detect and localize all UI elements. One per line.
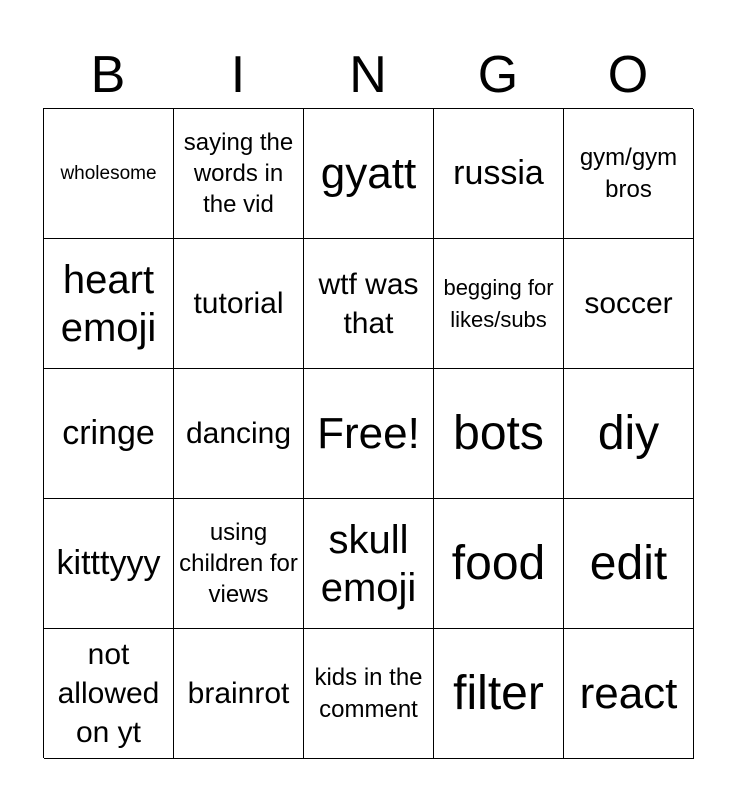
bingo-cell[interactable] [44, 109, 174, 239]
bingo-cell[interactable] [304, 109, 434, 239]
bingo-cell[interactable] [434, 239, 564, 369]
bingo-cell[interactable] [304, 499, 434, 629]
cell-text: begging for likes/subs [443, 274, 554, 332]
bingo-cell[interactable] [564, 499, 694, 629]
cell-text: wtf was that [318, 267, 419, 340]
bingo-board [43, 108, 693, 758]
header-letter-g: G [477, 46, 519, 104]
bingo-cell[interactable] [434, 109, 564, 239]
cell-text: kids in the comment [314, 664, 423, 723]
cell-text: cringe [62, 413, 155, 452]
cell-text: saying the words in the vid [183, 128, 294, 219]
bingo-cell[interactable] [434, 499, 564, 629]
bingo-cell[interactable] [564, 109, 694, 239]
cell-text: using children for views [179, 518, 298, 609]
bingo-header [43, 40, 693, 108]
cell-text: gym/gym bros [579, 144, 678, 203]
bingo-cell[interactable] [44, 239, 174, 369]
bingo-cell[interactable] [564, 239, 694, 369]
header-letter-n: N [349, 46, 387, 104]
bingo-cell[interactable] [434, 629, 564, 759]
cell-text: gyatt [320, 149, 417, 198]
cell-text: not allowed on yt [57, 638, 160, 749]
cell-text: kitttyyy [56, 543, 161, 582]
header-letter-i: I [230, 46, 246, 104]
cell-text: soccer [584, 287, 673, 320]
bingo-cell[interactable] [434, 369, 564, 499]
header-letter-b: B [90, 46, 126, 104]
bingo-cell[interactable] [174, 239, 304, 369]
bingo-cell[interactable] [44, 499, 174, 629]
bingo-cell[interactable] [44, 369, 174, 499]
cell-text: food [451, 536, 546, 590]
cell-text: filter [453, 666, 544, 720]
bingo-cell[interactable] [174, 369, 304, 499]
cell-text: heart emoji [60, 257, 157, 350]
cell-text: react [579, 669, 678, 718]
cell-text: tutorial [193, 287, 284, 320]
bingo-cell[interactable] [174, 499, 304, 629]
bingo-cell[interactable] [174, 109, 304, 239]
bingo-cell[interactable] [44, 629, 174, 759]
bingo-cell[interactable] [564, 629, 694, 759]
cell-text: russia [453, 153, 544, 192]
bingo-cell[interactable] [304, 629, 434, 759]
free-space-text: Free! [317, 409, 420, 458]
cell-text: skull emoji [320, 517, 417, 610]
cell-text: brainrot [187, 677, 290, 710]
cell-text: edit [589, 536, 668, 590]
cell-text: dancing [185, 417, 292, 450]
bingo-cell[interactable] [174, 629, 304, 759]
header-letter-o: O [607, 46, 649, 104]
cell-text: diy [597, 406, 660, 460]
bingo-cell[interactable] [564, 369, 694, 499]
cell-text: bots [453, 406, 544, 460]
free-space-cell[interactable] [304, 369, 434, 499]
bingo-cell[interactable] [304, 239, 434, 369]
cell-text: wholesome [60, 162, 157, 184]
